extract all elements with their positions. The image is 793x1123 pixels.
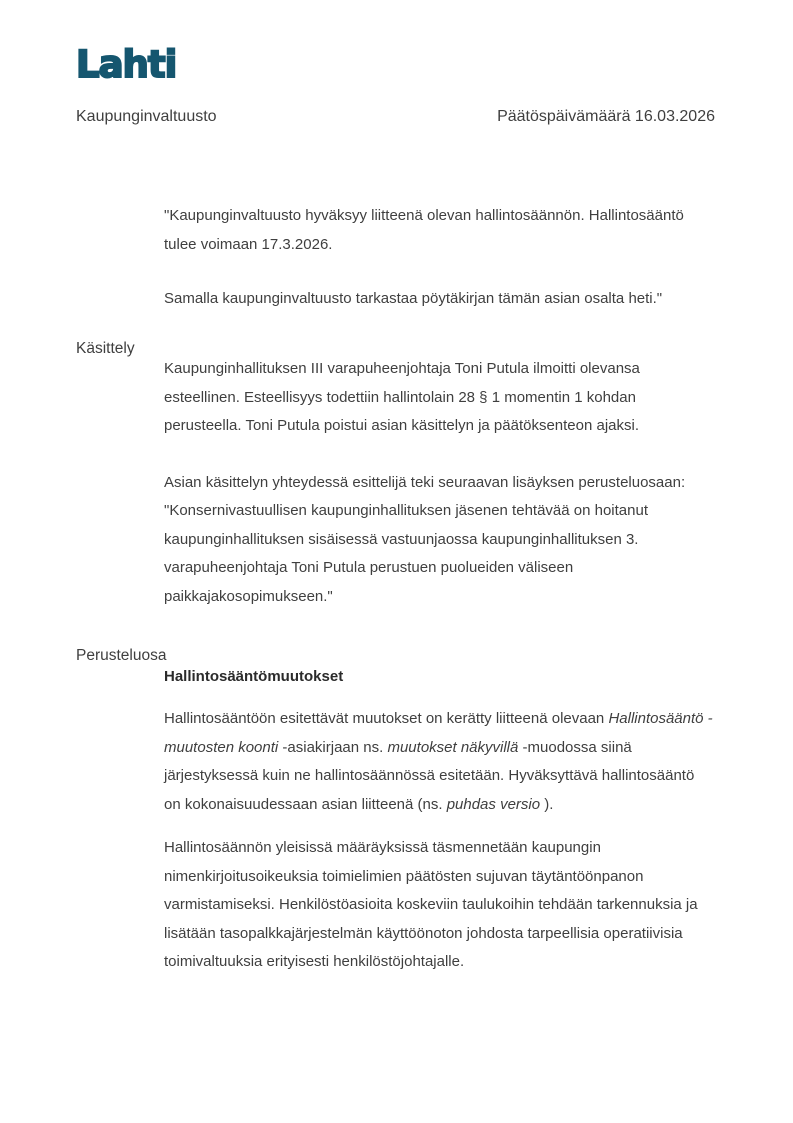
perusteluosa-paragraph-2: Hallintosäännön yleisissä määräyksissä täsmennetään kaupungin nimenkirjoitusoikeuksia toimielimien päätösten sujuvan täytäntöönpanon varmistamiseksi. Henkilöstöasioita koskeviin taulukoihin tehdään tarkennuksia ja lisätään tasopalkkajärjestelmän käyttöönoton johdosta tarpeellisia operatiivisia toimivaltuuksia erityisesti henkilöstöjohtajalle. — [164, 839, 698, 970]
kasittely-paragraph-1: Kaupunginhallituksen III varapuheenjohtaja Toni Putula ilmoitti olevansa esteellinen. Esteellisyys todettiin hallintolain 28 § 1 momentin 1 kohdan perusteella. Toni Putula poistui asian käsittelyn ja päätöksenteon ajaksi. — [164, 360, 640, 434]
italic-document-title: Hallintosääntö - muutosten koonti — [164, 710, 713, 756]
text-segment: Hallintosääntöön esitettävät muutokset on kerätty liitteenä olevaan — [164, 710, 609, 727]
committee-name: Kaupunginvaltuusto — [76, 108, 217, 125]
italic-term-muutokset-nakyvilla: muutokset näkyvillä — [387, 738, 519, 756]
decision-date: Päätöspäivämäärä 16.03.2026 — [497, 108, 715, 125]
text-segment: -asiakirjaan ns. — [278, 738, 388, 756]
section-label-kasittely: Käsittely — [76, 339, 135, 357]
text-segment: ). — [540, 795, 554, 813]
document-body — [76, 202, 715, 977]
document-header — [76, 108, 715, 126]
lahti-logo: Lahti — [76, 43, 177, 86]
perusteluosa-heading: Hallintosääntömuutokset — [164, 667, 344, 685]
text-segment: -muodossa siinä järjestyksessä kuin ne hallintosäännössä esitetään. Hyväksyttävä hallintosääntö on kokonaisuudessaan asian liitteenä (ns. — [164, 738, 695, 813]
section-label-perusteluosa: Perusteluosa — [76, 647, 167, 664]
perusteluosa-paragraph-1 — [164, 705, 715, 819]
kasittely-paragraph-2: Asian käsittelyn yhteydessä esittelijä teki seuraavan lisäyksen perusteluosaan: "Konsernivastuullisen kaupunginhallituksen jäsenen tehtävää on hoitanut kaupunginhallituksen sisäisessä vastuunjaossa kaupunginhallituksen 3. varapuheenjohtaja Toni Putula perustuen puolueiden väliseen paikkajakosopimukseen." — [164, 473, 686, 605]
italic-term-puhdas-versio: puhdas versio — [446, 795, 541, 813]
decision-paragraph-2: Samalla kaupunginvaltuusto tarkastaa pöytäkirjan tämän asian osalta heti." — [164, 290, 663, 307]
decision-paragraph-1: "Kaupunginvaltuusto hyväksyy liitteenä olevan hallintosäännön. Hallintosääntö tulee voimaan 17.3.2026. — [164, 207, 684, 253]
